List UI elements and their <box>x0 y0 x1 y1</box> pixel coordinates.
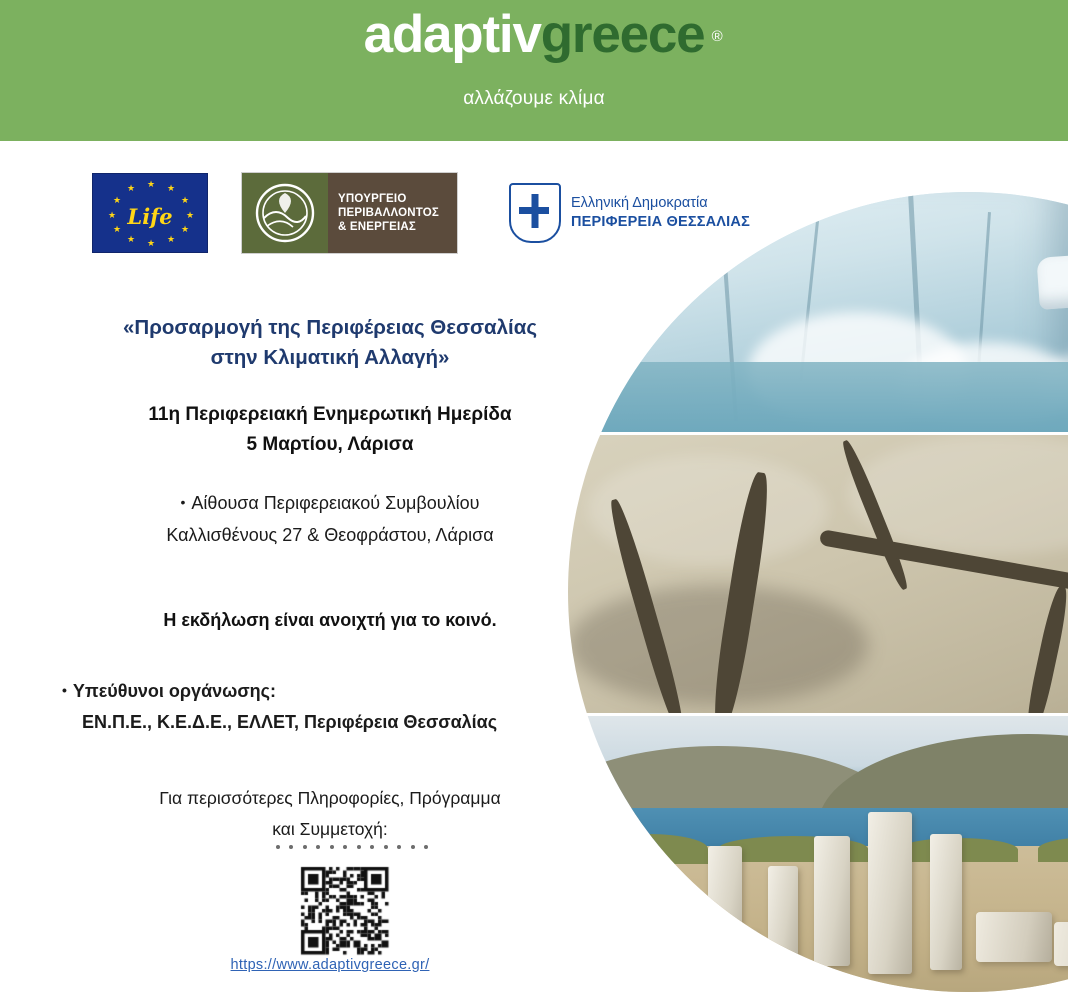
venue-line-1: Αίθουσα Περιφερειακού Συμβουλίου <box>191 493 480 513</box>
more-info-line-1: Για περισσότερες Πληροφορίες, Πρόγραμμα <box>159 788 501 808</box>
ministry-emblem-icon <box>242 173 328 253</box>
brand-tagline: αλλάζουμε κλίμα <box>463 88 605 109</box>
venue-line-2: Καλλισθένους 27 & Θεοφράστου, Λάρισα <box>166 525 494 545</box>
eu-life-logo <box>92 173 208 253</box>
brand-wrap <box>0 4 1068 66</box>
bullet-icon: • <box>62 682 67 698</box>
ministry-line-3: & ΕΝΕΡΓΕΙΑΣ <box>338 221 417 233</box>
dotted-separator <box>276 845 428 853</box>
ministry-logo <box>241 172 458 254</box>
event-title-line-2: στην Κλιματική Αλλαγή» <box>210 346 450 369</box>
website-link[interactable]: https://www.adaptivgreece.gr/ <box>230 957 430 973</box>
event-subtitle <box>60 400 600 460</box>
more-info-block <box>60 783 600 845</box>
life-logo-label: Life <box>127 204 173 229</box>
organisers-label: Υπεύθυνοι οργάνωσης: <box>72 681 277 701</box>
eu-stars-icon: ★ ★ ★ ★ ★ ★ ★ ★ ★ ★ ★ ★ <box>108 179 195 248</box>
more-info-line-2: και Συμμετοχή: <box>272 819 388 839</box>
event-date-location: 5 Μαρτίου, Λάρισα <box>246 434 414 455</box>
qr-code-canvas <box>292 866 411 956</box>
organisers-label-wrap <box>62 675 607 707</box>
open-to-public-note: Η εκδήλωση είναι ανοιχτή για το κοινό. <box>163 610 497 630</box>
venue-line-1-wrap <box>60 486 600 519</box>
organisers-list: ΕΝ.Π.Ε., Κ.Ε.Δ.Ε., ΕΛΛΕΤ, Περιφέρεια Θεσσαλίας <box>82 712 498 732</box>
event-title <box>60 313 600 373</box>
header-band <box>0 0 1068 141</box>
brand-name-part-2: greece <box>540 5 705 64</box>
ministry-line-2: ΠΕΡΙΒΑΛΛΟΝΤΟΣ <box>338 207 439 219</box>
ministry-line-1: ΥΠΟΥΡΓΕΙΟ <box>338 193 407 205</box>
cracked-dry-earth-photo <box>568 435 1068 713</box>
qr-code[interactable] <box>292 866 411 956</box>
photo-collage-circle <box>568 192 1068 992</box>
venue-info <box>60 486 600 551</box>
bullet-icon: • <box>180 494 186 510</box>
ministry-name <box>328 173 457 253</box>
glacier-calving-photo <box>568 192 1068 432</box>
event-title-line-1: «Προσαρμογή της Περιφέρειας Θεσσαλίας <box>122 316 537 339</box>
organisers-block <box>62 675 607 738</box>
brand-name-part-1: adaptiv <box>363 5 541 64</box>
brand-logo <box>363 4 722 66</box>
registered-trademark-icon: ® <box>711 28 722 45</box>
greek-cross-shield-icon <box>509 183 561 243</box>
ancient-ruins-coast-photo <box>568 716 1068 992</box>
event-subtitle-line-1: 11η Περιφερειακή Ενημερωτική Ημερίδα <box>148 404 512 425</box>
